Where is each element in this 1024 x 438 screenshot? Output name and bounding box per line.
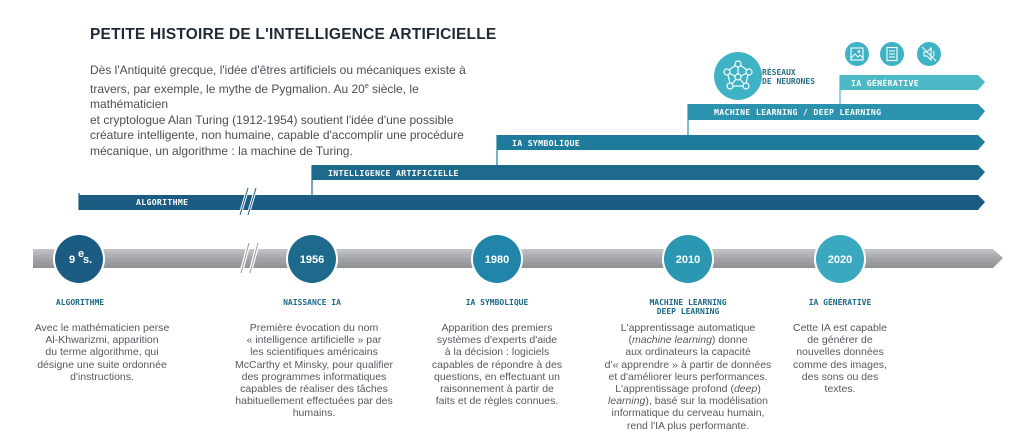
milestone-2010 bbox=[662, 233, 714, 285]
band-label-generative: IA GÉNÉRATIVE bbox=[851, 78, 919, 88]
era-desc-symbolique: Apparition des premiers systèmes d'experts d'aide à la décision : logiciels capables de répondre à des questions, en effectuant un raisonnement à partir de faits et de règles connues. bbox=[431, 322, 563, 408]
band-algorithme bbox=[79, 193, 985, 210]
band-intelligence-artificielle bbox=[312, 165, 985, 195]
era-title-naissance: NAISSANCE IA bbox=[283, 298, 341, 307]
era-title-generative: IA GÉNÉRATIVE bbox=[808, 298, 872, 307]
era-desc-naissance: Première évocation du nom « intelligence artificielle » par les scientifiques américains McCarthy et Minsky, pour qualifier des programmes informatiques capables de réaliser des tâches habituellement effectuées par des humains. bbox=[235, 322, 393, 420]
reseaux-neurones-label: RÉSEAUX DE NEURONES bbox=[762, 68, 815, 86]
svg-text:9: 9 bbox=[68, 254, 76, 266]
band-ia-generative bbox=[840, 75, 985, 104]
band-machine-learning bbox=[688, 104, 985, 135]
band-label-symbolique: IA SYMBOLIQUE bbox=[512, 138, 580, 148]
svg-text:1980: 1980 bbox=[484, 254, 510, 266]
era-desc-algorithme: Avec le mathématicien perse Al-Khwarizmi, apparition du terme algorithme, qui désigne une suite ordonnée d'instructions. bbox=[34, 322, 170, 383]
era-title-ml: MACHINE LEARNING DEEP LEARNING bbox=[649, 298, 727, 316]
svg-text:2020: 2020 bbox=[827, 254, 853, 266]
document-icon bbox=[880, 42, 904, 66]
page-title: PETITE HISTOIRE DE L'INTELLIGENCE ARTIFICIELLE bbox=[90, 26, 497, 43]
milestone-1980 bbox=[471, 233, 523, 285]
band-label-algorithme: ALGORITHME bbox=[136, 197, 189, 207]
milestone-2020 bbox=[814, 233, 866, 285]
band-ia-symbolique bbox=[497, 135, 985, 165]
milestone-9e-siecle bbox=[53, 233, 105, 285]
era-desc-generative: Cette IA est capable de générer de nouvelles données comme des images, des sons ou des textes. bbox=[793, 322, 887, 396]
band-label-ml: MACHINE LEARNING / DEEP LEARNING bbox=[714, 107, 882, 117]
milestone-1956 bbox=[286, 233, 338, 285]
svg-text:e: e bbox=[78, 248, 85, 260]
intro-paragraph: Dès l'Antiquité grecque, l'idée d'êtres artificiels ou mécaniques existe à travers, par exemple, le mythe de Pygmalion. Au 20e siècle, le mathématicien et cryptologue Alan Turing (1912-1954) soutient l'idée d'une possible créature intelligente, non humaine, capable d'accomplir une procédure mécanique, un algorithme : la machine de Turing. bbox=[90, 63, 466, 158]
svg-text:s.: s. bbox=[83, 254, 93, 266]
band-label-intelligence: INTELLIGENCE ARTIFICIELLE bbox=[328, 168, 459, 178]
svg-text:1956: 1956 bbox=[299, 254, 325, 266]
era-title-algorithme: ALGORITHME bbox=[55, 298, 105, 307]
svg-text:2010: 2010 bbox=[675, 254, 701, 266]
neural-network-icon bbox=[714, 52, 762, 100]
era-desc-ml: L'apprentissage automatique (machine learning) donne aux ordinateurs la capacité d'« apprendre » à partir de données et d'améliorer leurs performances. L'apprentissage profond (deep) learning), basé sur la modélisation informatique du cerveau humain, rend l'IA plus performante. bbox=[604, 322, 772, 432]
image-icon bbox=[845, 42, 869, 66]
era-title-symbolique: IA SYMBOLIQUE bbox=[465, 298, 529, 307]
sound-icon bbox=[917, 42, 941, 66]
